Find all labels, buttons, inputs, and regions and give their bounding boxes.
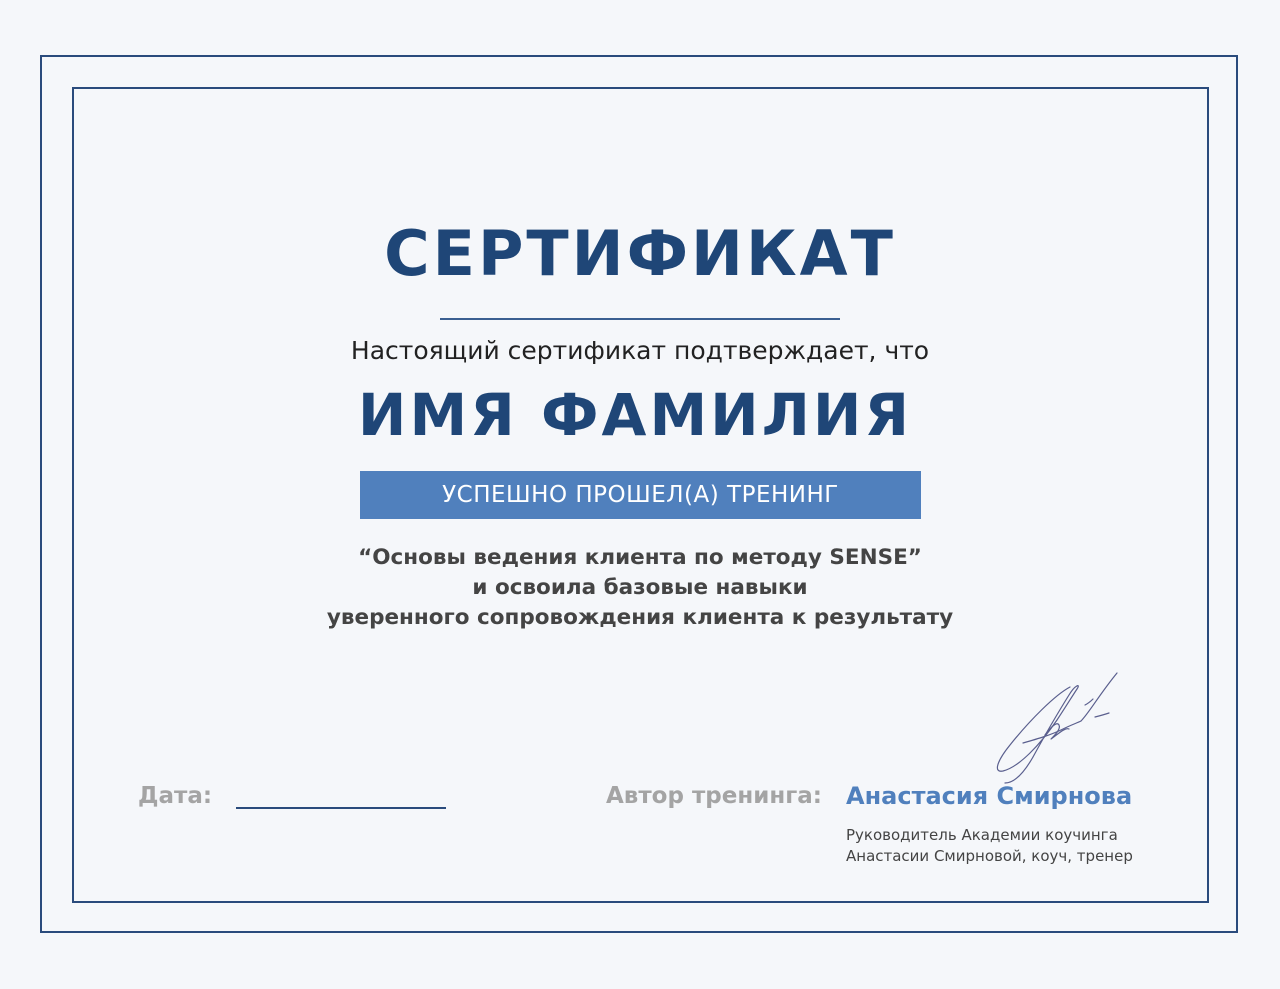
course-line-2: и освоила базовые навыки <box>472 575 808 600</box>
signature-icon <box>985 665 1135 790</box>
recipient-name: ИМЯ ФАМИЛИЯ <box>357 381 913 449</box>
completion-banner: УСПЕШНО ПРОШЕЛ(А) ТРЕНИНГ <box>360 471 921 519</box>
course-description <box>0 543 1280 633</box>
course-line-3: уверенного сопровождения клиента к результату <box>326 605 954 630</box>
certificate-subtitle: Настоящий сертификат подтверждает, что <box>350 336 930 365</box>
certificate-title: СЕРТИФИКАТ <box>384 217 896 290</box>
author-role-line-1: Руководитель Академии коучинга <box>846 826 1118 844</box>
course-line-1: “Основы ведения клиента по методу SENSE” <box>358 545 922 570</box>
date-label: Дата: <box>138 783 213 809</box>
author-label: Автор тренинга: <box>606 783 822 809</box>
author-name: Анастасия Смирнова <box>846 782 1133 810</box>
author-role-line-2: Анастасии Смирновой, коуч, тренер <box>846 847 1133 865</box>
author-role <box>846 825 1133 867</box>
date-field-line <box>236 807 446 809</box>
title-divider <box>440 318 840 320</box>
